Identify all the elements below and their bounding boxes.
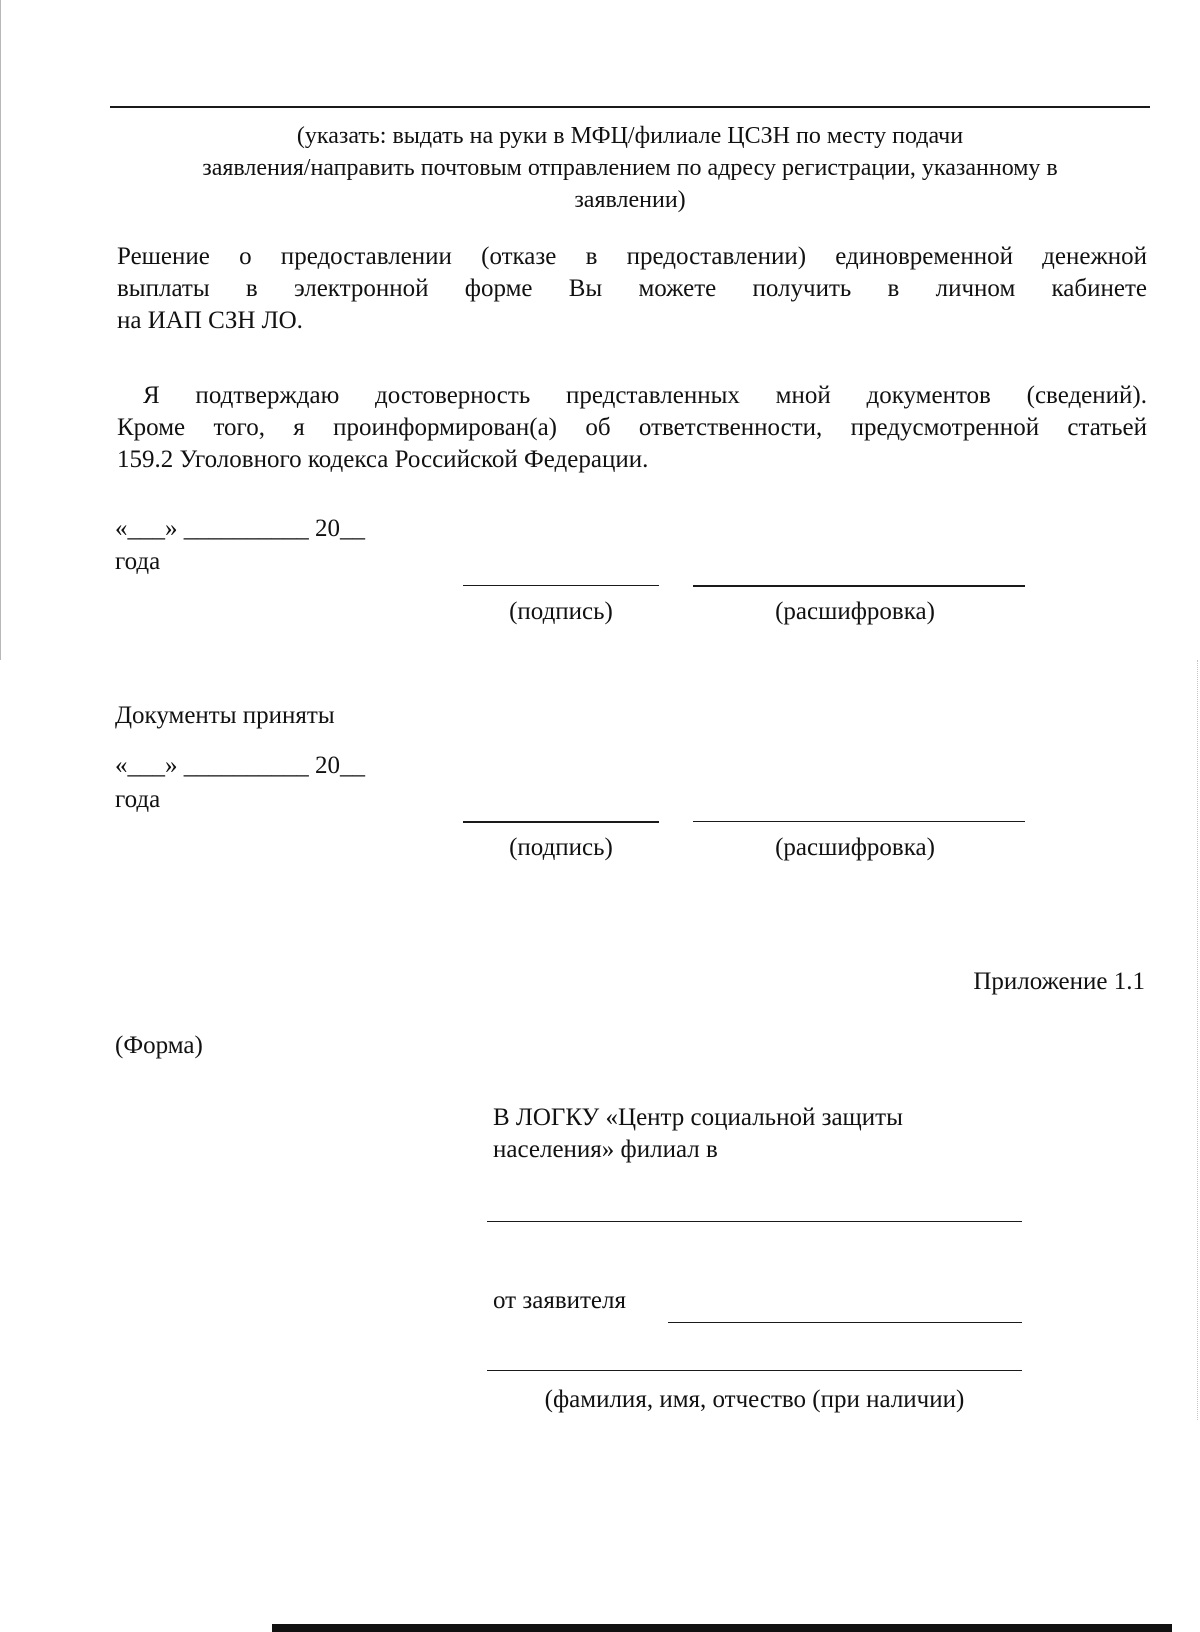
- acceptance-date-line: «___» __________ 20__: [115, 752, 365, 779]
- applicant-year-word: года: [115, 548, 161, 575]
- confirmation-paragraph: [117, 380, 1147, 476]
- applicant-decoding-caption: (расшифровка): [775, 598, 935, 625]
- top-field-rule: [110, 106, 1150, 108]
- addressee-line: населения» филиал в: [493, 1136, 718, 1163]
- acceptance-year-word: года: [115, 786, 161, 813]
- decision-line: Решение о предоставлении (отказе в предоставлении) единовременной денежной: [117, 243, 1147, 270]
- confirmation-line: Я подтверждаю достоверность представленных мной документов (сведений).: [143, 382, 1147, 409]
- appendix-label: Приложение 1.1: [973, 968, 1145, 995]
- delivery-note-line: заявления/направить почтовым отправлением по адресу регистрации, указанному в: [202, 155, 1058, 181]
- form-label: (Форма): [115, 1032, 203, 1059]
- delivery-note: [105, 120, 1155, 216]
- acceptance-signature-line: [463, 821, 659, 823]
- scan-bottom-bar: [272, 1624, 1172, 1632]
- applicant-name-line-1: [668, 1322, 1022, 1323]
- applicant-signature-line: [463, 585, 659, 586]
- addressee-block: [493, 1102, 903, 1166]
- applicant-decoding-line: [693, 585, 1025, 587]
- delivery-note-line: (указать: выдать на руки в МФЦ/филиале ЦСЗН по месту подачи: [296, 123, 964, 149]
- scan-left-edge: [0, 0, 1, 660]
- applicant-name-caption: (фамилия, имя, отчество (при наличии): [544, 1386, 965, 1413]
- acceptance-decoding-line: [693, 821, 1025, 822]
- confirmation-line: 159.2 Уголовного кодекса Российской Федерации.: [117, 446, 649, 473]
- decision-line: выплаты в электронной форме Вы можете получить в личном кабинете: [117, 275, 1147, 302]
- scan-right-edge: [1197, 660, 1198, 1420]
- addressee-line: В ЛОГКУ «Центр социальной защиты: [493, 1104, 903, 1131]
- acceptance-heading: Документы приняты: [115, 702, 335, 729]
- applicant-name-line-2: [487, 1370, 1022, 1371]
- decision-line: на ИАП СЗН ЛО.: [117, 307, 303, 334]
- from-applicant-label: от заявителя: [493, 1287, 626, 1314]
- decision-paragraph: [117, 241, 1147, 337]
- acceptance-decoding-caption: (расшифровка): [775, 834, 935, 861]
- confirmation-line: Кроме того, я проинформирован(а) об ответственности, предусмотренной статьей: [117, 414, 1147, 441]
- applicant-signature-caption: (подпись): [509, 598, 613, 625]
- acceptance-signature-caption: (подпись): [509, 834, 613, 861]
- delivery-note-line: заявлении): [574, 187, 686, 213]
- applicant-date-line: «___» __________ 20__: [115, 515, 365, 542]
- branch-name-line: [487, 1221, 1022, 1222]
